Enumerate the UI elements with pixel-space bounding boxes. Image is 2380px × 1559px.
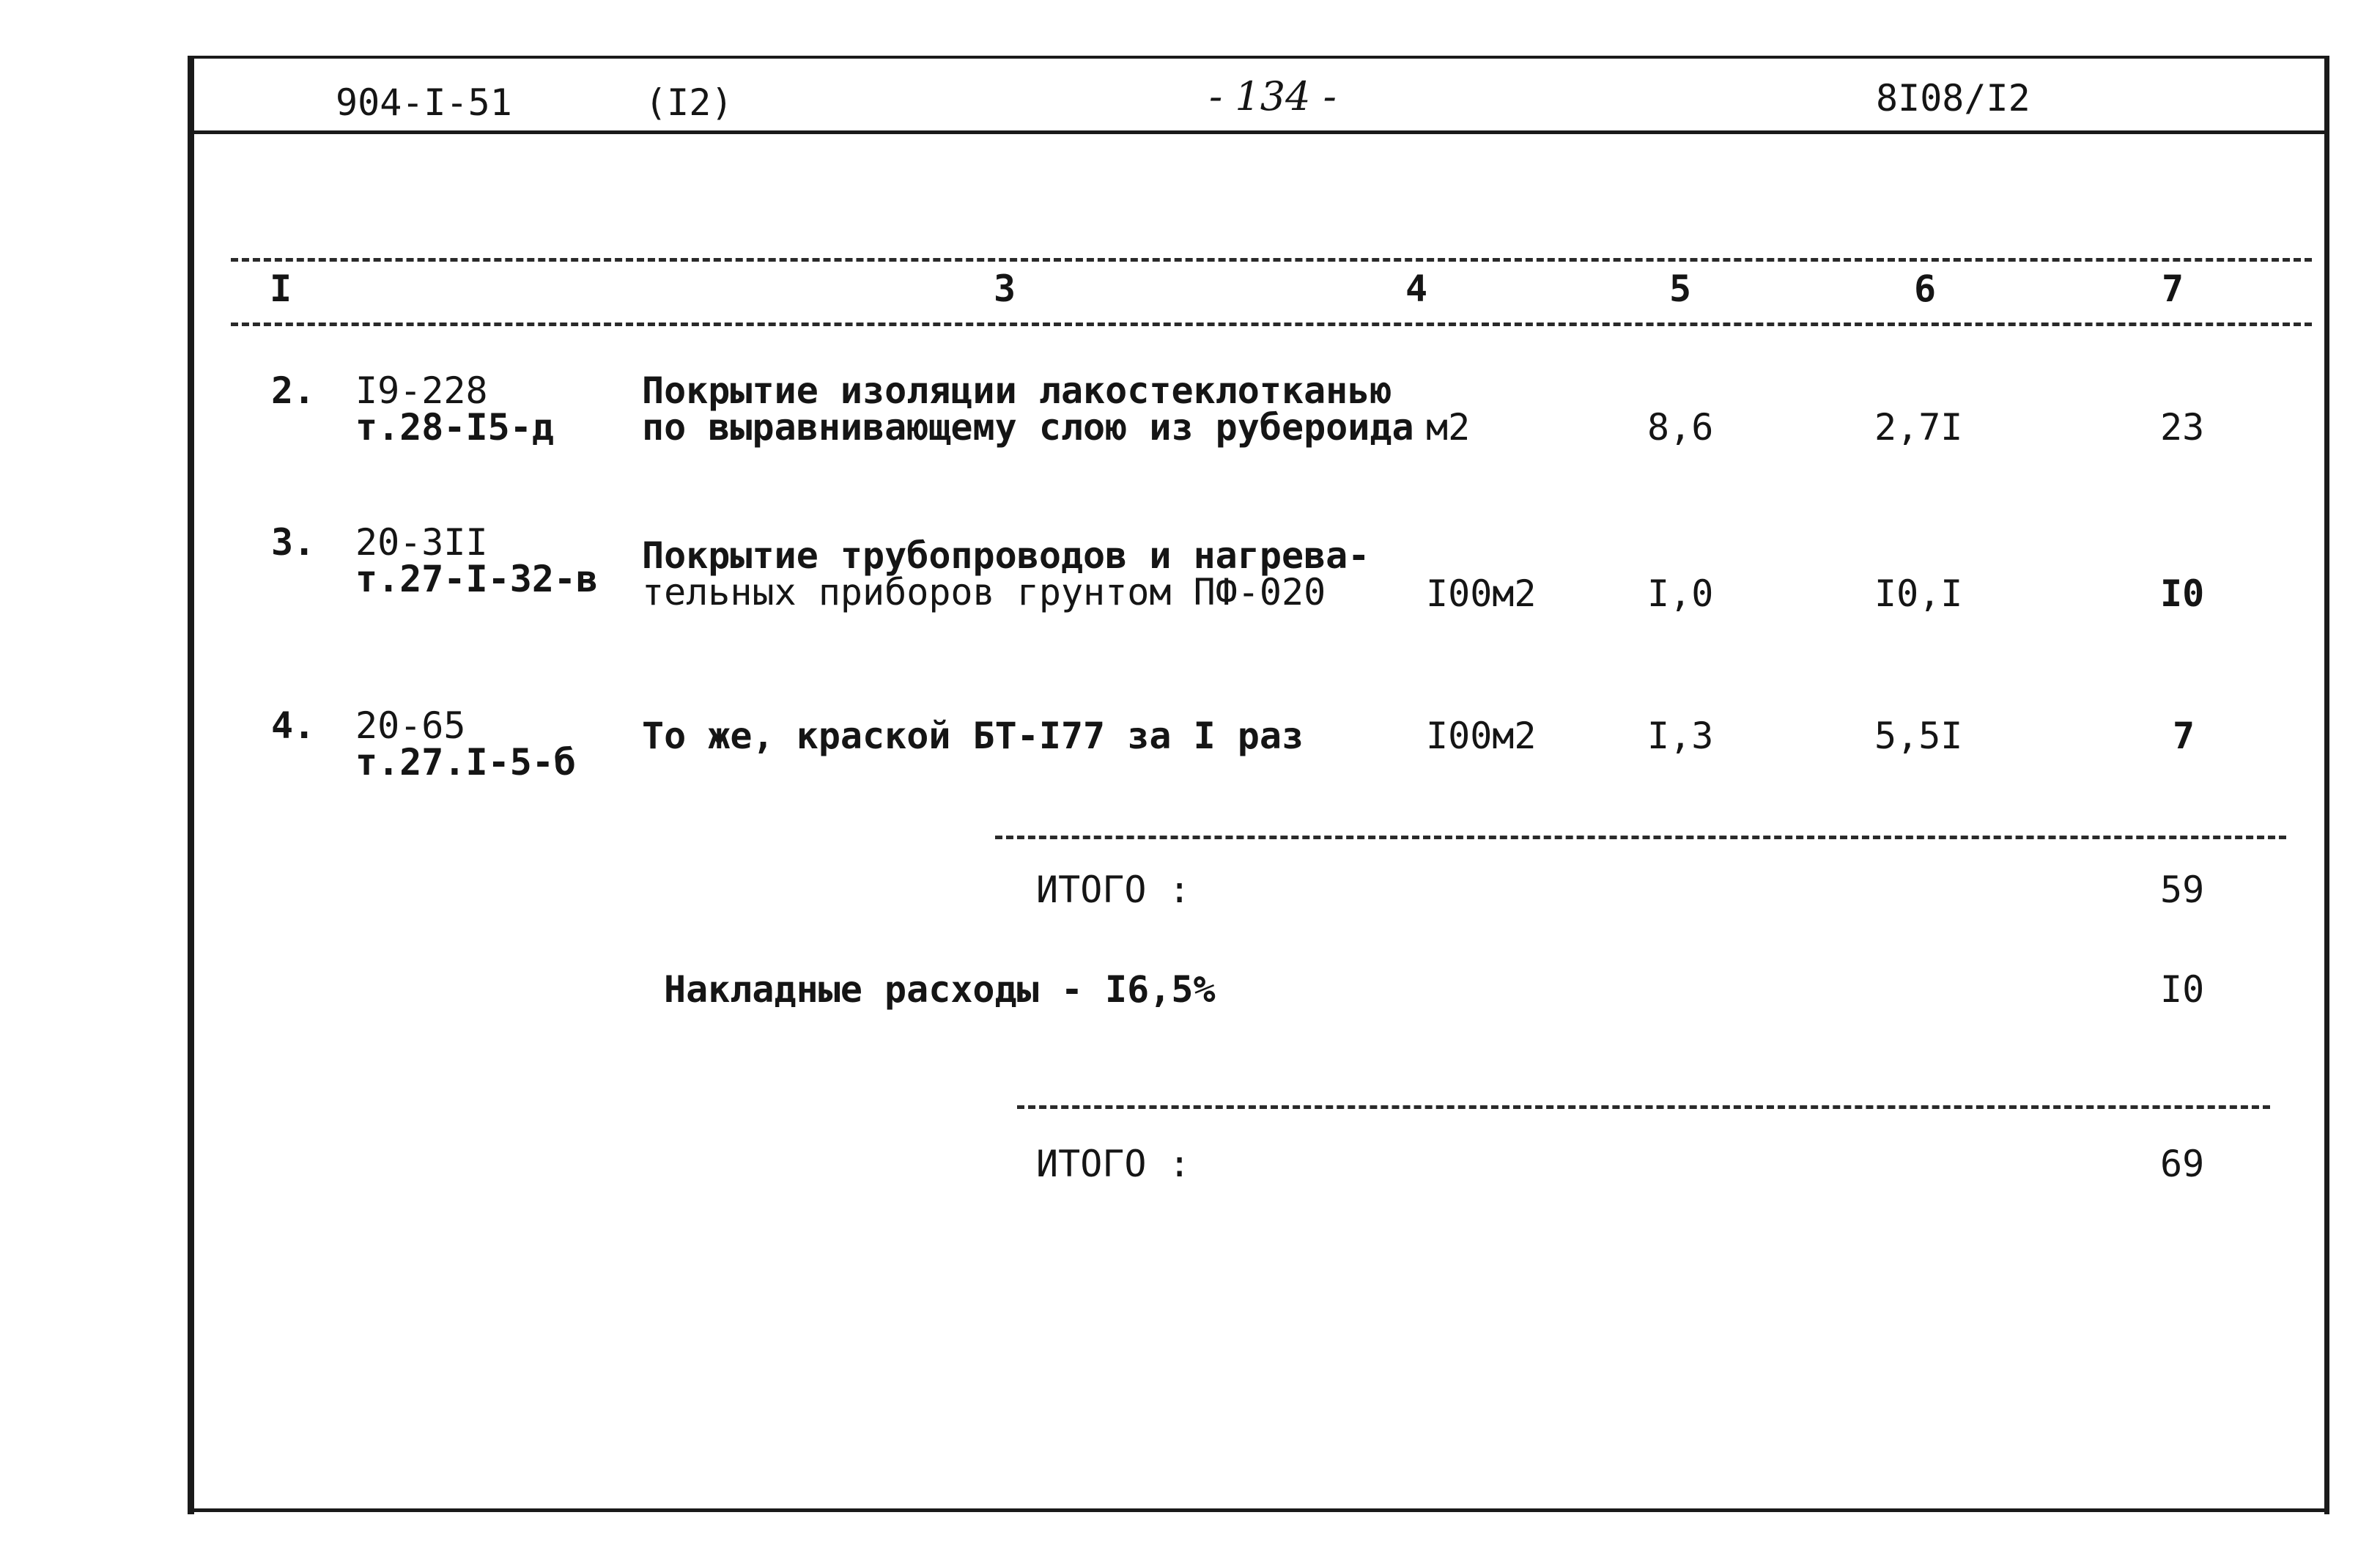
row-code-line2: т.28-I5-д — [355, 406, 554, 449]
row-code-line2: т.27-I-32-в — [355, 558, 599, 600]
album-code: 8I08/I2 — [1876, 77, 2030, 119]
column-header-top-rule — [231, 258, 2312, 262]
header-divider — [188, 130, 2329, 134]
column-number-1: I — [270, 268, 292, 310]
row-unit-price: I0,I — [1874, 572, 1963, 615]
row-quantity: 8,6 — [1647, 406, 1714, 449]
row-description-line1: Покрытие трубопроводов и нагрева- — [642, 534, 1370, 577]
sheet-ref: (I2) — [645, 81, 733, 124]
overhead-value: I0 — [2160, 968, 2205, 1011]
row-code-line1: I9-228 — [355, 369, 488, 412]
frame-left-border — [188, 56, 194, 1514]
subtotal-rule — [995, 836, 2286, 839]
row-description-line1: То же, краской БТ-I77 за I раз — [642, 715, 1304, 757]
frame-right-border — [2324, 56, 2329, 1514]
total-rule — [1017, 1105, 2270, 1109]
row-index: 3. — [271, 521, 316, 564]
row-unit: I00м2 — [1426, 715, 1537, 757]
row-code-line1: 20-65 — [355, 704, 466, 747]
column-number-5: 5 — [1669, 268, 1692, 310]
row-description-line1: Покрытие изоляции лакостеклотканью — [642, 369, 1392, 412]
row-code-line2: т.27.I-5-б — [355, 741, 577, 784]
column-number-3: 3 — [994, 268, 1016, 310]
row-unit-price: 5,5I — [1874, 715, 1963, 757]
page-number: - 134 - — [1209, 73, 1337, 119]
row-description-line2: тельных приборов грунтом ПФ-020 — [642, 571, 1326, 613]
row-code-line1: 20-3II — [355, 521, 488, 564]
total-value: 69 — [2160, 1143, 2205, 1185]
subtotal-value: 59 — [2160, 869, 2205, 911]
overhead-label: Накладные расходы - I6,5% — [664, 968, 1216, 1011]
row-description-line2: по выравнивающему слою из рубероида — [642, 406, 1414, 449]
row-unit: м2 — [1426, 406, 1471, 449]
column-header-bottom-rule — [231, 323, 2312, 326]
row-index: 2. — [271, 369, 316, 412]
column-number-4: 4 — [1405, 268, 1428, 310]
row-unit-price: 2,7I — [1874, 406, 1963, 449]
row-total: 23 — [2160, 406, 2205, 449]
frame-top-border — [188, 56, 2329, 59]
doc-code: 904-I-51 — [336, 81, 512, 124]
subtotal-label: ИТОГО : — [1036, 869, 1191, 911]
row-total: 7 — [2173, 715, 2195, 757]
row-quantity: I,0 — [1647, 572, 1714, 615]
column-number-7: 7 — [2162, 268, 2184, 310]
row-unit: I00м2 — [1426, 572, 1537, 615]
row-quantity: I,3 — [1647, 715, 1714, 757]
row-total: I0 — [2160, 572, 2205, 615]
row-index: 4. — [271, 704, 316, 747]
frame-bottom-border — [192, 1508, 2329, 1512]
column-number-6: 6 — [1914, 268, 1937, 310]
total-label: ИТОГО : — [1036, 1143, 1191, 1185]
